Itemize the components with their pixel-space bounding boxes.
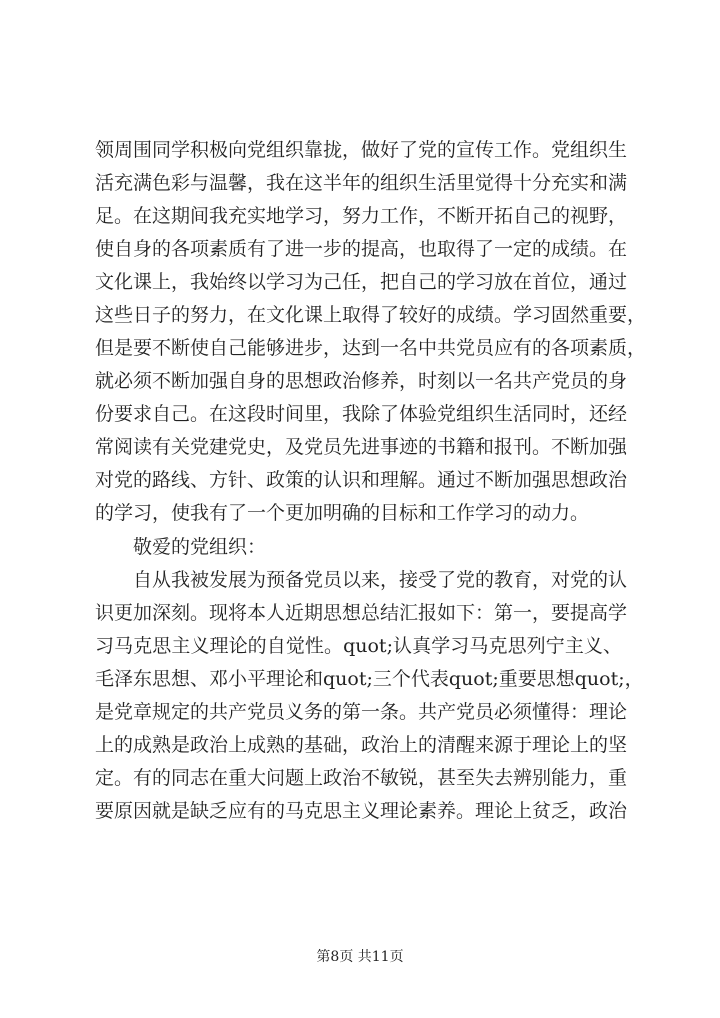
text-line: 就必须不断加强自身的思想政治修养，时刻以一名共产党员的身 xyxy=(95,370,628,392)
text-line: 习马克思主义理论的自觉性。quot;认真学习马克思列宁主义、 xyxy=(95,635,622,657)
salutation: 敬爱的党组织： xyxy=(133,536,267,558)
text-line: 毛泽东思想、邓小平理论和quot;三个代表quot;重要思想quot;， xyxy=(95,668,644,690)
text-line: 活充满色彩与温馨，我在这半年的组织生活里觉得十分充实和满 xyxy=(95,172,628,194)
text-line: 的学习，使我有了一个更加明确的目标和工作学习的动力。 xyxy=(95,502,590,524)
text-line: 自从我被发展为预备党员以来，接受了党的教育，对党的认 xyxy=(133,569,628,591)
text-line: 要原因就是缺乏应有的马克思主义理论素养。理论上贫乏，政治 xyxy=(95,800,628,822)
text-line: 份要求自己。在这段时间里，我除了体验党组织生活同时，还经 xyxy=(95,403,628,425)
text-line: 但是要不断使自己能够进步，达到一名中共党员应有的各项素质， xyxy=(95,337,647,359)
text-line: 足。在这期间我充实地学习，努力工作，不断开拓自己的视野， xyxy=(95,205,628,227)
text-line: 常阅读有关党建党史，及党员先进事迹的书籍和报刊。不断加强 xyxy=(95,436,628,458)
text-line: 是党章规定的共产党员义务的第一条。共产党员必须懂得：理论 xyxy=(95,701,628,723)
text-line: 使自身的各项素质有了进一步的提高，也取得了一定的成绩。在 xyxy=(95,238,628,260)
text-line: 定。有的同志在重大问题上政治不敏锐，甚至失去辨别能力，重 xyxy=(95,767,628,789)
text-line: 领周围同学积极向党组织靠拢，做好了党的宣传工作。党组织生 xyxy=(95,139,628,161)
text-line: 对党的路线、方针、政策的认识和理解。通过不断加强思想政治 xyxy=(95,469,628,491)
page-number-footer: 第8页 共11页 xyxy=(316,949,404,965)
text-line: 识更加深刻。现将本人近期思想总结汇报如下：第一，要提高学 xyxy=(95,602,628,624)
text-line: 文化课上，我始终以学习为己任，把自己的学习放在首位，通过 xyxy=(95,271,628,293)
text-line: 上的成熟是政治上成熟的基础，政治上的清醒来源于理论上的坚 xyxy=(95,734,628,756)
text-line: 这些日子的努力，在文化课上取得了较好的成绩。学习固然重要， xyxy=(95,304,647,326)
